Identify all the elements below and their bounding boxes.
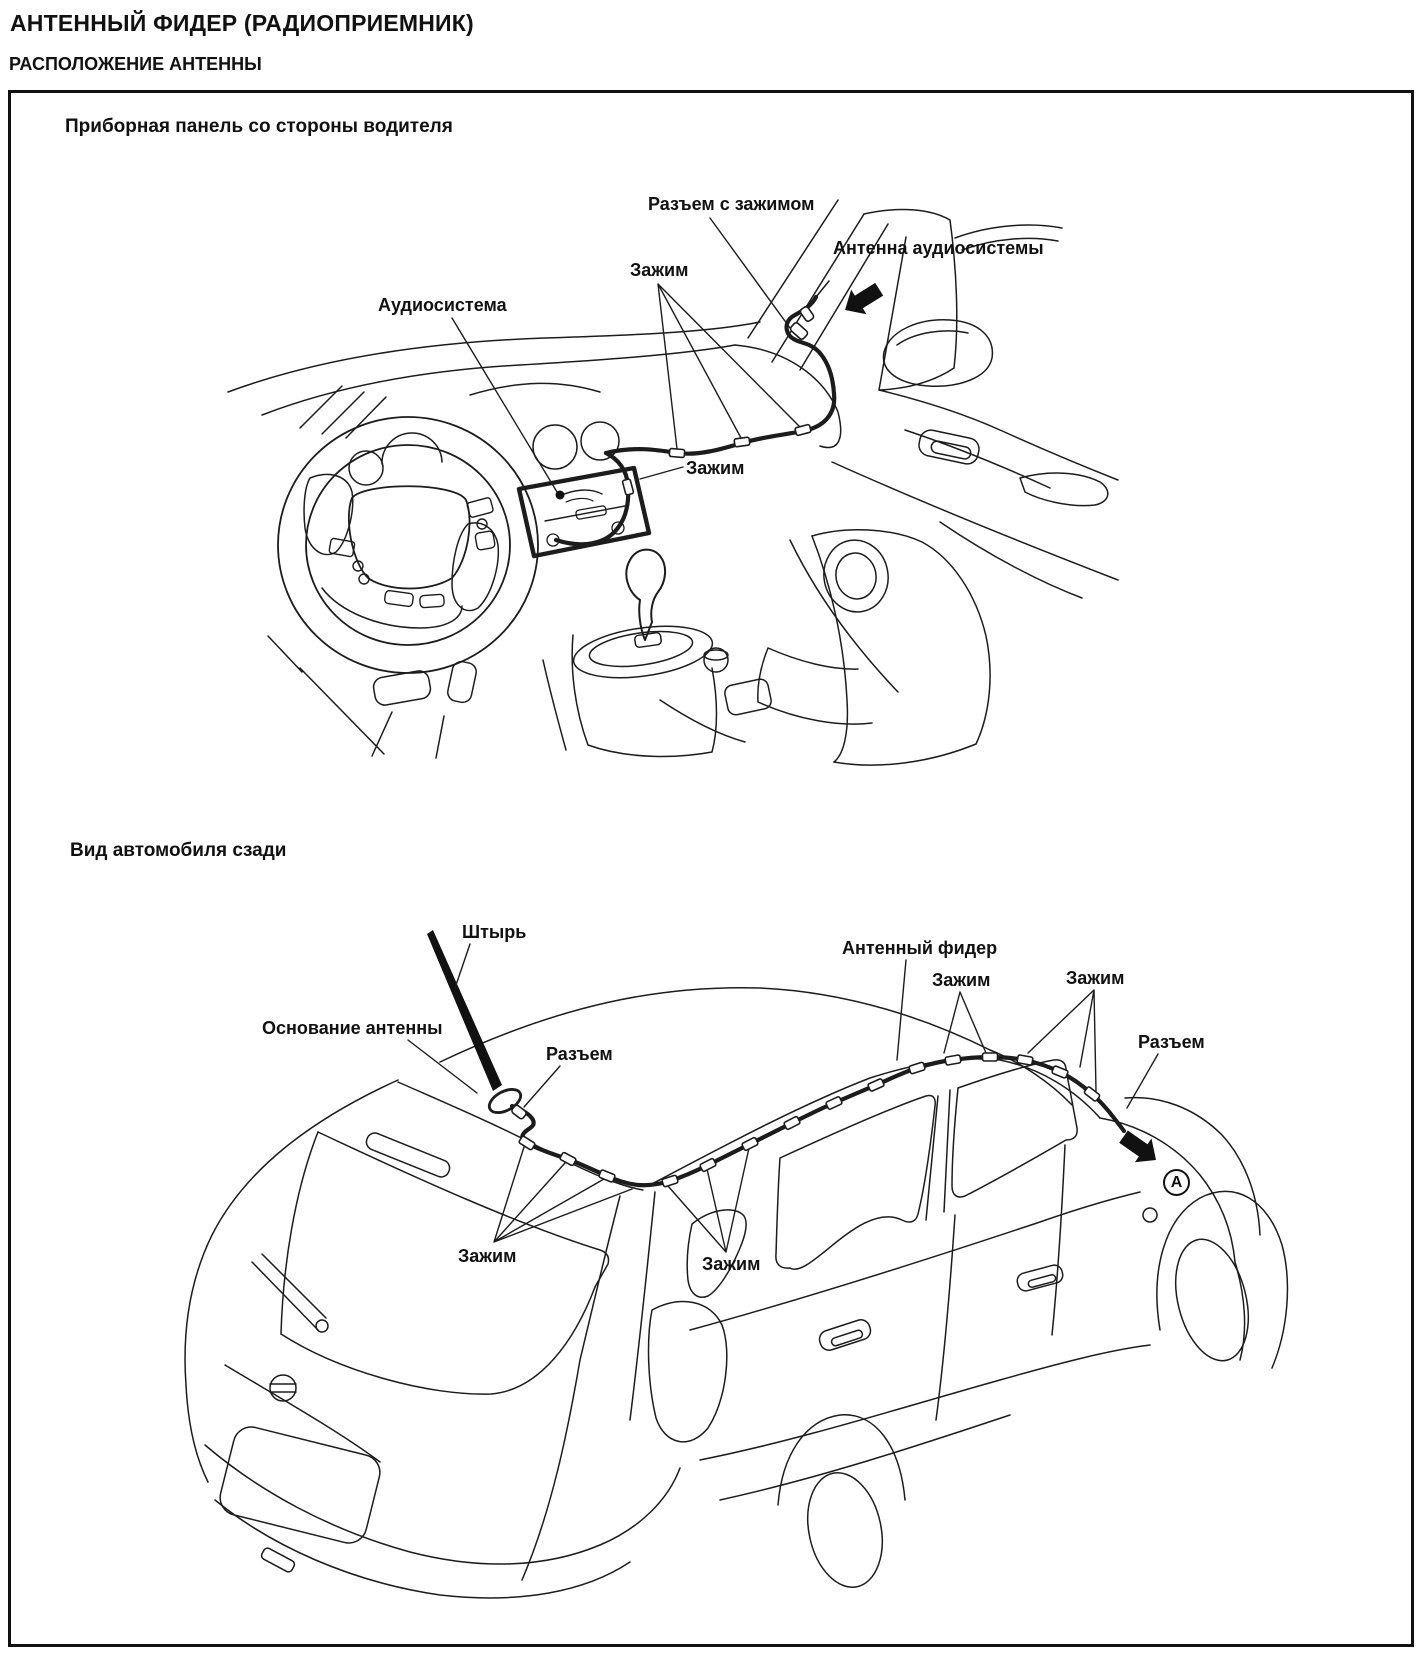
label-antenna-feeder: Антенный фидер: [842, 938, 998, 958]
label-clips-roof-center: Зажим: [932, 970, 991, 990]
page-title: АНТЕННЫЙ ФИДЕР (РАДИОПРИЕМНИК): [10, 10, 474, 36]
label-audio-antenna: Антенна аудиосистемы: [833, 238, 1044, 258]
label-clips-hatch: Зажим: [458, 1246, 517, 1266]
caption-rear-view: Вид автомобиля сзади: [70, 840, 287, 861]
label-clips-roof-front: Зажим: [1066, 968, 1125, 988]
label-clips-dash: Зажим: [630, 260, 689, 280]
label-audio-system: Аудиосистема: [378, 295, 507, 315]
caption-dashboard-view: Приборная панель со стороны водителя: [65, 116, 453, 137]
label-antenna-base: Основание антенны: [262, 1018, 443, 1038]
label-clips-doors: Зажим: [702, 1254, 761, 1274]
section-title: РАСПОЛОЖЕНИЕ АНТЕННЫ: [9, 54, 262, 74]
figure-frame: [8, 90, 1414, 1647]
label-rod: Штырь: [462, 922, 527, 942]
label-connector-with-clip: Разъем с зажимом: [648, 194, 815, 214]
label-clip-unit: Зажим: [686, 458, 745, 478]
label-connector-front: Разъем: [1138, 1032, 1205, 1052]
marker-a-badge: A: [1163, 1169, 1190, 1196]
label-connector-rear: Разъем: [546, 1044, 613, 1064]
